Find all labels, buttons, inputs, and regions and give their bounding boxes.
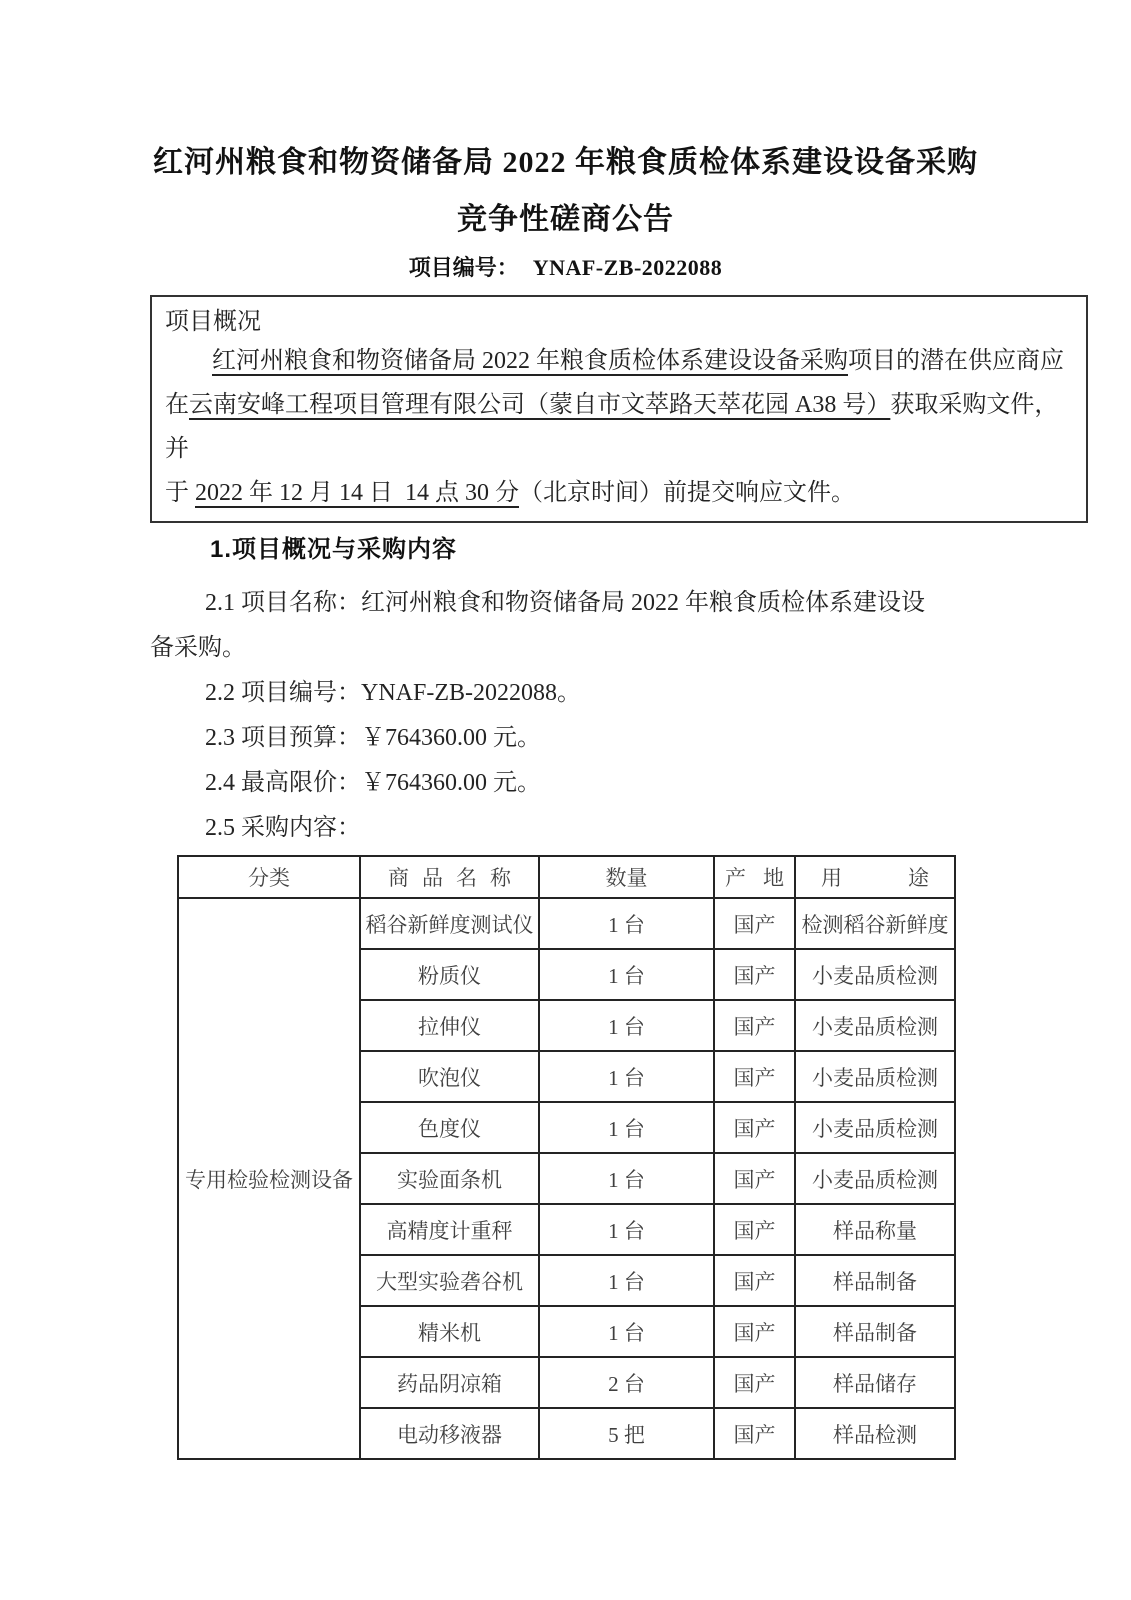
document-title-line1: 红河州粮食和物资储备局 2022 年粮食质检体系建设设备采购 xyxy=(153,146,978,179)
project-number-label: 项目编号： xyxy=(408,255,519,280)
table-cell-use: 检测稻谷新鲜度 xyxy=(795,898,955,949)
table-cell-use: 小麦品质检测 xyxy=(795,1000,955,1051)
column-header-quantity: 数量 xyxy=(539,856,714,898)
overview-text: 获取采购文件，并 xyxy=(165,392,1059,462)
column-header-use: 用途 xyxy=(795,856,955,898)
table-cell-origin: 国产 xyxy=(714,1153,795,1204)
procurement-table xyxy=(177,855,956,1460)
table-cell-use: 小麦品质检测 xyxy=(795,1153,955,1204)
table-cell-product: 药品阴凉箱 xyxy=(360,1357,539,1408)
table-cell-origin: 国产 xyxy=(714,1255,795,1306)
table-cell-quantity: 1 台 xyxy=(539,1255,714,1306)
project-overview-box xyxy=(150,295,1088,523)
item-2-1-line1: 2.1 项目名称：红河州粮食和物资储备局 2022 年粮食质检体系建设设 xyxy=(205,590,925,616)
item-2-5: 2.5 采购内容： xyxy=(205,815,361,841)
table-cell-use: 小麦品质检测 xyxy=(795,1102,955,1153)
overview-paragraph-line xyxy=(165,339,1072,383)
table-cell-use: 小麦品质检测 xyxy=(795,949,955,1000)
table-header-row xyxy=(178,856,955,898)
document-title-line2: 竞争性磋商公告 xyxy=(457,203,674,236)
table-cell-product: 拉伸仪 xyxy=(360,1000,539,1051)
overview-paragraph-line xyxy=(165,471,1072,515)
table-cell-product: 电动移液器 xyxy=(360,1408,539,1459)
table-cell-quantity: 1 台 xyxy=(539,1102,714,1153)
overview-text: 于 xyxy=(165,480,195,506)
table-cell-origin: 国产 xyxy=(714,898,795,949)
table-cell-use: 样品称量 xyxy=(795,1204,955,1255)
table-cell-quantity: 1 台 xyxy=(539,1000,714,1051)
table-cell-origin: 国产 xyxy=(714,1204,795,1255)
table-cell-quantity: 1 台 xyxy=(539,949,714,1000)
item-2-1-line2: 备采购。 xyxy=(150,635,246,661)
table-cell-use: 样品制备 xyxy=(795,1255,955,1306)
table-cell-use: 样品检测 xyxy=(795,1408,955,1459)
item-2-2: 2.2 项目编号：YNAF-ZB-2022088。 xyxy=(205,680,581,706)
table-cell-quantity: 1 台 xyxy=(539,1204,714,1255)
table-cell-product: 稻谷新鲜度测试仪 xyxy=(360,898,539,949)
table-cell-origin: 国产 xyxy=(714,1408,795,1459)
overview-text: （北京时间）前提交响应文件。 xyxy=(519,480,855,506)
table-cell-origin: 国产 xyxy=(714,1000,795,1051)
table-cell-product: 大型实验砻谷机 xyxy=(360,1255,539,1306)
project-number-value: YNAF-ZB-2022088 xyxy=(532,255,723,280)
table-cell-quantity: 2 台 xyxy=(539,1357,714,1408)
table-cell-quantity: 1 台 xyxy=(539,898,714,949)
table-cell-quantity: 1 台 xyxy=(539,1306,714,1357)
table-cell-origin: 国产 xyxy=(714,949,795,1000)
table-cell-origin: 国产 xyxy=(714,1306,795,1357)
table-cell-product: 实验面条机 xyxy=(360,1153,539,1204)
underlined-project-name: 红河州粮食和物资储备局 2022 年粮食质检体系建设设备采购 xyxy=(212,348,848,374)
underlined-deadline: 2022 年 12 月 14 日 14 点 30 分 xyxy=(195,480,519,506)
item-2-3: 2.3 项目预算：￥764360.00 元。 xyxy=(205,725,541,751)
overview-text: 在 xyxy=(165,392,189,418)
overview-heading: 项目概况 xyxy=(165,309,261,335)
underlined-agency-address: 云南安峰工程项目管理有限公司（蒙自市文萃路天萃花园 A38 号） xyxy=(189,392,891,418)
table-cell-origin: 国产 xyxy=(714,1102,795,1153)
table-cell-use: 样品制备 xyxy=(795,1306,955,1357)
column-header-origin: 产地 xyxy=(714,856,795,898)
overview-paragraph-line xyxy=(165,383,1072,471)
column-header-product-name: 商品名称 xyxy=(360,856,539,898)
table-cell-use: 样品储存 xyxy=(795,1357,955,1408)
table-cell-product: 高精度计重秤 xyxy=(360,1204,539,1255)
table-cell-quantity: 1 台 xyxy=(539,1051,714,1102)
column-header-category: 分类 xyxy=(178,856,360,898)
table-cell-product: 色度仪 xyxy=(360,1102,539,1153)
table-row xyxy=(178,898,955,949)
table-cell-quantity: 5 把 xyxy=(539,1408,714,1459)
section-heading: 1.项目概况与采购内容 xyxy=(210,536,458,563)
table-cell-quantity: 1 台 xyxy=(539,1153,714,1204)
section-items xyxy=(150,581,1091,851)
table-cell-product: 吹泡仪 xyxy=(360,1051,539,1102)
category-merged-cell: 专用检验检测设备 xyxy=(178,898,360,1459)
overview-text: 项目的潜在供应商应 xyxy=(848,348,1064,374)
table-cell-product: 粉质仪 xyxy=(360,949,539,1000)
project-number-line xyxy=(0,255,1131,281)
item-2-4: 2.4 最高限价：￥764360.00 元。 xyxy=(205,770,541,796)
table-cell-origin: 国产 xyxy=(714,1051,795,1102)
table-cell-use: 小麦品质检测 xyxy=(795,1051,955,1102)
table-cell-product: 精米机 xyxy=(360,1306,539,1357)
table-cell-origin: 国产 xyxy=(714,1357,795,1408)
